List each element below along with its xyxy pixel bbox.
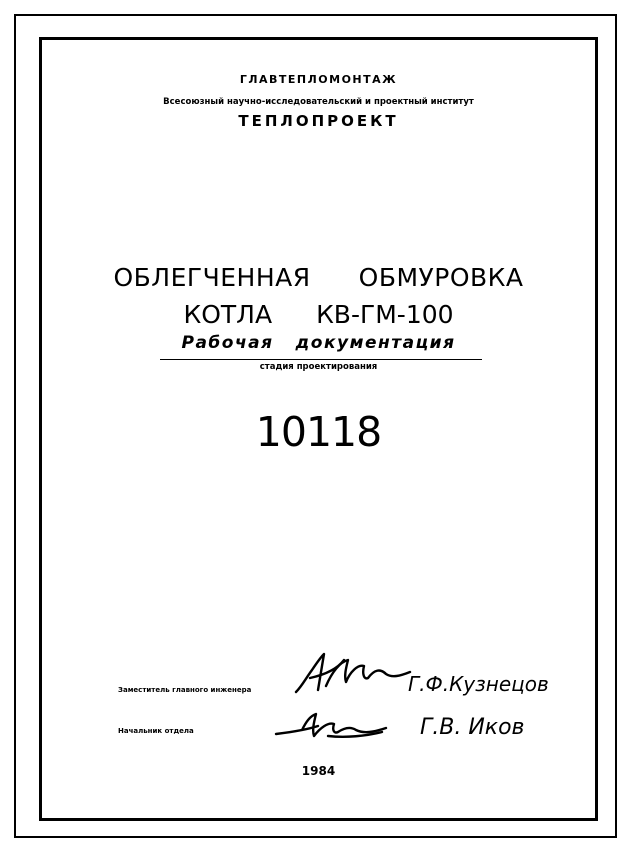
signature-kuznetsov [288, 648, 418, 698]
title-word-boiler: КОТЛА [183, 300, 273, 329]
signatory-name-kuznetsov: Г.Ф.Кузнецов [408, 672, 549, 696]
doc-type-working: Рабочая [181, 333, 274, 353]
title-word-lightweight: ОБЛЕГЧЕННАЯ [113, 263, 311, 292]
document-type [0, 333, 637, 353]
title-line-1 [0, 263, 637, 292]
year: 1984 [301, 764, 336, 778]
document-number: 10118 [255, 408, 382, 456]
signatory-role-department-head: Начальник отдела [118, 727, 194, 735]
title-word-lining: ОБМУРОВКА [358, 263, 524, 292]
doc-type-documentation: документация [295, 333, 456, 353]
organization-name: ГЛАВТЕПЛОМОНТАЖ [239, 73, 398, 86]
signatory-name-ikov: Г.В. Иков [420, 715, 525, 740]
title-line-2 [0, 300, 637, 329]
institute-name: ТЕПЛОПРОЕКТ [238, 112, 399, 130]
doc-type-underline [160, 359, 482, 360]
institute-description: Всесоюзный научно-исследовательский и проектный институт [163, 97, 474, 107]
title-boiler-model: КВ-ГМ-100 [316, 300, 454, 329]
stage-caption: стадия проектирования [259, 362, 378, 372]
signature-ikov [272, 708, 392, 744]
signatory-role-deputy-chief-engineer: Заместитель главного инженера [118, 686, 252, 694]
